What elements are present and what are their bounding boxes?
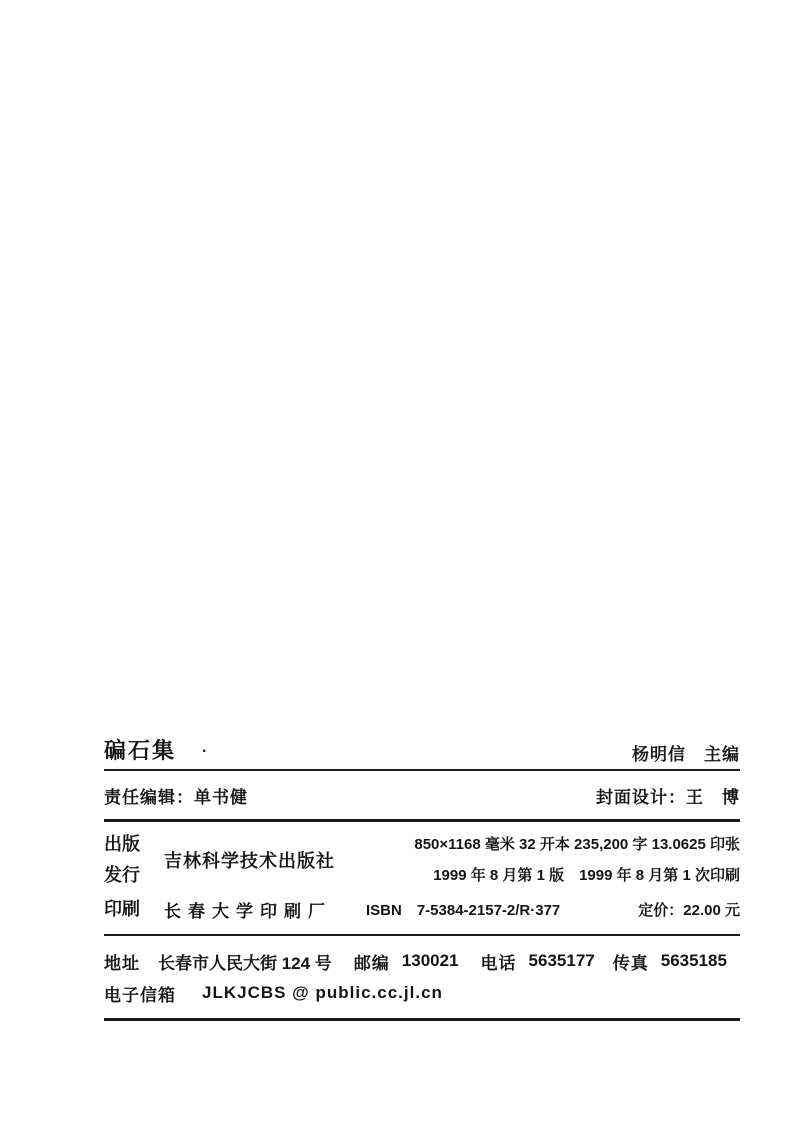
publisher-row — [104, 829, 740, 891]
publishing-block — [104, 822, 740, 934]
title-group — [104, 734, 207, 765]
isbn-price-group — [352, 899, 740, 920]
cover-designer: 封面设计：王 博 — [596, 787, 740, 807]
contact-block — [104, 936, 740, 1018]
address-value: 长春市人民大街 124 号 — [158, 953, 332, 973]
editors-row — [104, 771, 740, 819]
format-info: 850×1168 毫米 32 开本 235,200 字 13.0625 印张 — [414, 836, 740, 853]
email-label: 电子信箱 — [104, 985, 176, 1005]
printer-row — [104, 894, 740, 925]
chief-editor: 杨明信 主编 — [632, 745, 740, 764]
publish-distribute-labels — [104, 829, 164, 891]
address-row — [104, 946, 740, 976]
phone-label: 电话 — [480, 953, 517, 973]
title-row — [104, 727, 740, 769]
price: 定价：22.00 元 — [638, 902, 740, 919]
title-dot-mark: · — [202, 743, 208, 760]
fax-label: 传真 — [612, 953, 649, 973]
phone-value: 5635177 — [528, 951, 595, 970]
colophon-block — [104, 727, 740, 1021]
edition-info: 1999 年 8 月第 1 版 1999 年 8 月第 1 次印刷 — [433, 867, 740, 884]
distribute-label: 发行 — [104, 865, 140, 885]
isbn: ISBN 7-5384-2157-2/R·377 — [366, 902, 561, 919]
publish-label: 出版 — [104, 834, 140, 854]
address-label: 地址 — [104, 953, 140, 973]
printer-name: 长春大学印刷厂 — [164, 902, 332, 921]
fax-value: 5635185 — [660, 951, 727, 970]
format-edition-col — [352, 829, 740, 891]
publisher-name: 吉林科学技术出版社 — [164, 851, 335, 871]
postcode-value: 130021 — [401, 951, 459, 970]
email-row — [104, 978, 740, 1008]
divider-bottom — [104, 1018, 740, 1021]
print-label: 印刷 — [104, 899, 140, 919]
email-value: JLKJCBS @ public.cc.jl.cn — [202, 983, 443, 1002]
responsible-editor: 责任编辑：单书健 — [104, 787, 248, 807]
postcode-label: 邮编 — [353, 953, 390, 973]
book-title: 碥石集 — [104, 738, 177, 763]
